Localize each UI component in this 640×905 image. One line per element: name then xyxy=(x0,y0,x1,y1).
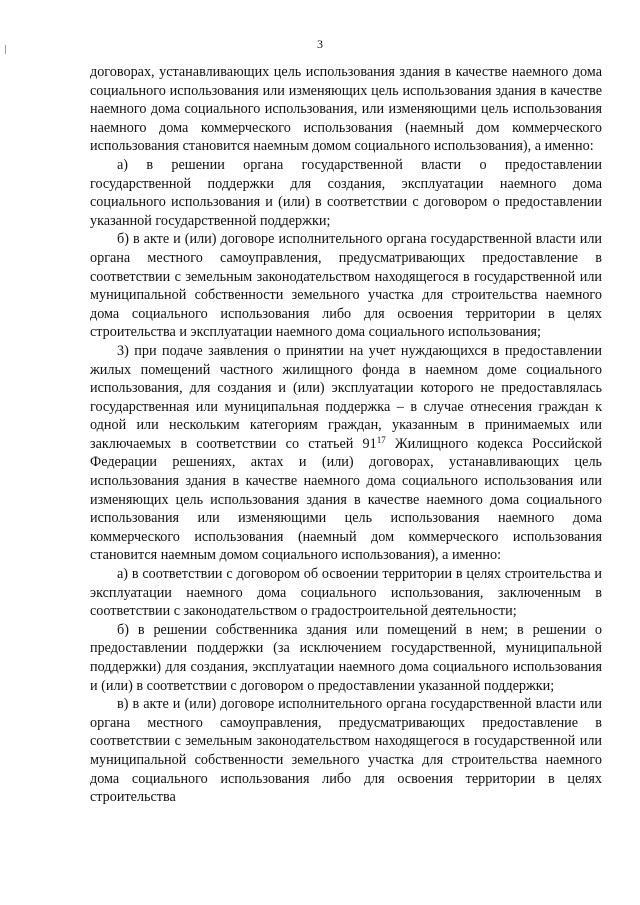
paragraph-item-3-text-continued: Жилищного кодекса Российской Федерации решениях, актах и (или) договорах, устанавливающих цель использования здания в качестве наемного дома социального использования или изменяющих цель использования здания в качестве наемного дома социального использования или изменяющими цель использования наемного дома коммерческого использования (наемный дом коммерческого использования становится наемным домом социального использования), а именно: xyxy=(90,435,602,564)
paragraph-item-a: а) в решении органа государственной власти о предоставлении государственной поддержки для создания, эксплуатации наемного дома социального использования и (или) в соответствии с договором о предоставлении указанной государственной поддержки; xyxy=(90,156,602,229)
page-number: 3 xyxy=(317,37,323,51)
paragraph-item-v: в) в акте и (или) договоре исполнительного органа государственной власти или органа местного самоуправления, предусматривающих предоставление в соответствии с земельным законодательством находящегося в государственной или муниципальной собственности земельного участка для строительства наемного дома социального использования либо для освоения территории в целях строительства xyxy=(90,696,602,806)
paragraph-item-a-2: а) в соответствии с договором об освоении территории в целях строительства и эксплуатации наемного дома социального использования, заключенным в соответствии с законодательством о градостроительной деятельности; xyxy=(90,566,602,620)
paragraph-continuation: договорах, устанавливающих цель использования здания в качестве наемного дома социального использования или изменяющих цель использования здания в качестве наемного дома социального использования, или изменяющими цель использования наемного дома коммерческого использования (наемный дом коммерческого использования становится наемным домом социального использования), а именно: xyxy=(90,64,602,155)
document-body xyxy=(90,63,602,807)
paragraph-item-3-text: 3) при подаче заявления о принятии на учет нуждающихся в предоставлении жилых помещений частного жилищного фонда в наемном доме социального использования, для создания и (или) эксплуатации которого не предоставлялась государственная или муниципальная поддержка – в случае отнесения граждан к одной или нескольким категориям граждан, указанным в принимаемых или заключаемых в соответствии со статьей 91 xyxy=(90,342,602,452)
paragraph-item-3 xyxy=(90,342,602,565)
paragraph-item-b: б) в акте и (или) договоре исполнительного органа государственной власти или органа местного самоуправления, предусматривающих предоставление в соответствии с земельным законодательством находящегося в государственной или муниципальной собственности земельного участка для строительства наемного дома социального использования либо для освоения территории в целях строительства и эксплуатации наемного дома социального использования; xyxy=(90,231,602,341)
paragraph-item-b-2: б) в решении собственника здания или помещений в нем; в решении о предоставлении поддержки (за исключением государственной, муниципальной поддержки) для создания, эксплуатации наемного дома социального использования и (или) в соответствии с договором о предоставлении указанной поддержки; xyxy=(90,621,602,694)
article-superscript: 17 xyxy=(376,434,386,445)
